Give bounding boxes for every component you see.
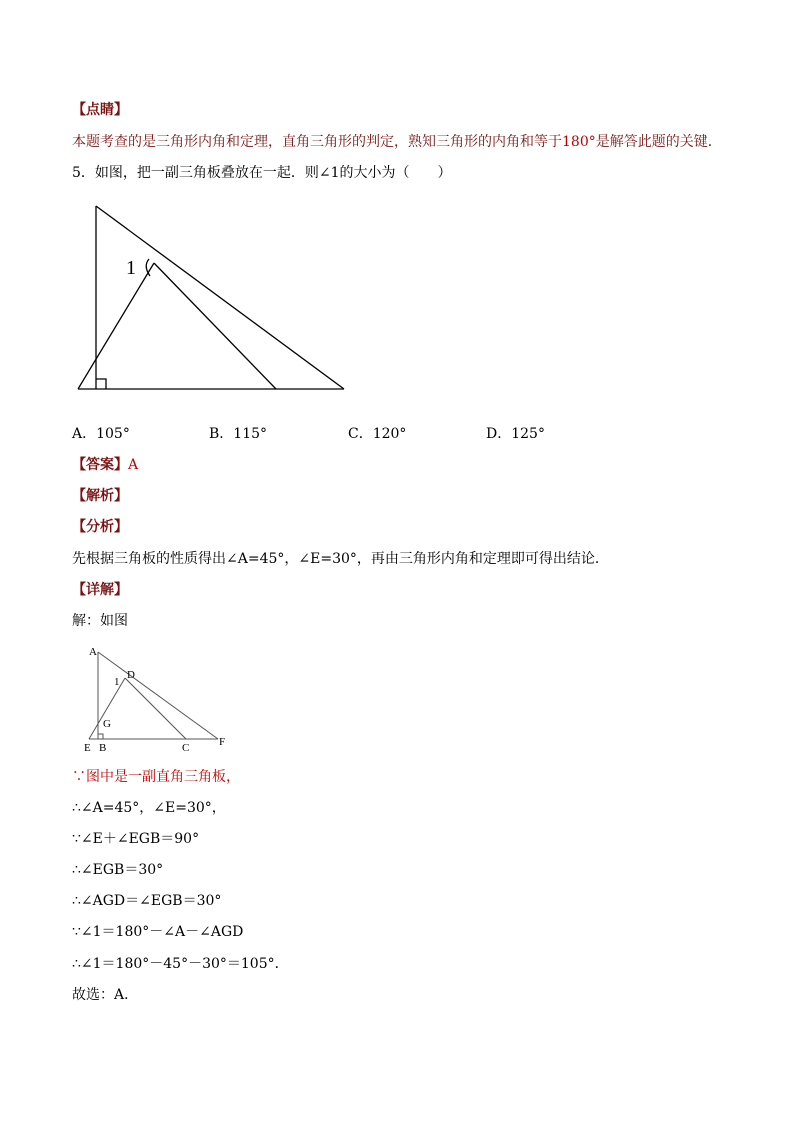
label-c: C — [182, 742, 190, 754]
step-3: ∵∠E＋∠EGB＝90° — [72, 831, 200, 847]
triangle-board-lines — [78, 206, 344, 389]
line-af — [98, 652, 218, 739]
dianjing-header: 【点睛】 — [72, 102, 128, 118]
line-hypotenuse-30 — [78, 263, 154, 389]
step-5: ∴∠AGD＝∠EGB＝30° — [72, 893, 222, 909]
label-g: G — [103, 718, 111, 730]
right-angle-mark — [96, 379, 106, 389]
label-e: E — [84, 742, 91, 754]
question-text: 5．如图，把一副三角板叠放在一起．则∠1的大小为（ ） — [72, 165, 452, 181]
line-dc — [125, 678, 186, 739]
xiangjie-intro: 解：如图 — [72, 613, 128, 629]
step-7: ∴∠1＝180°－45°－30°＝105°． — [72, 956, 289, 972]
dianjing-text-end: 是解答此题的关键． — [595, 134, 722, 150]
label-1: 1 — [114, 676, 120, 688]
answer-value: A — [128, 457, 139, 473]
right-angle-mark — [98, 734, 103, 739]
angle-arc — [146, 259, 150, 276]
question-figure — [70, 198, 360, 398]
jiexi-header: 【解析】 — [72, 488, 128, 504]
label-f: F — [219, 736, 226, 748]
dianjing-text-highlight: 180° — [562, 134, 596, 150]
step-8: 故选：A． — [72, 987, 139, 1003]
label-a: A — [89, 646, 97, 658]
step-2: ∴∠A=45°，∠E=30°， — [72, 800, 226, 816]
step-4: ∴∠EGB＝30° — [72, 862, 164, 878]
fenxi-header: 【分析】 — [72, 519, 128, 535]
angle-1-label: 1 — [126, 257, 136, 279]
step-6: ∵∠1＝180°－∠A－∠AGD — [72, 924, 244, 940]
dianjing-text — [72, 132, 722, 152]
label-b: B — [99, 742, 107, 754]
option-b: B．115° — [209, 426, 268, 442]
option-a: A．105° — [72, 426, 130, 442]
label-d: D — [127, 669, 135, 681]
option-d: D．125° — [486, 426, 545, 442]
option-c: C．120° — [348, 426, 407, 442]
dianjing-text-main: 本题考查的是三角形内角和定理，直角三角形的判定，熟知三角形的内角和等于 — [72, 134, 562, 150]
answer-line — [72, 455, 138, 475]
step-1: ∵图中是一副直角三角板， — [72, 769, 240, 785]
solution-figure — [80, 643, 240, 755]
fenxi-text: 先根据三角板的性质得出∠A=45°，∠E=30°，再由三角形内角和定理即可得出结论． — [72, 551, 609, 567]
xiangjie-header: 【详解】 — [72, 582, 128, 598]
answer-header: 【答案】 — [72, 457, 128, 473]
